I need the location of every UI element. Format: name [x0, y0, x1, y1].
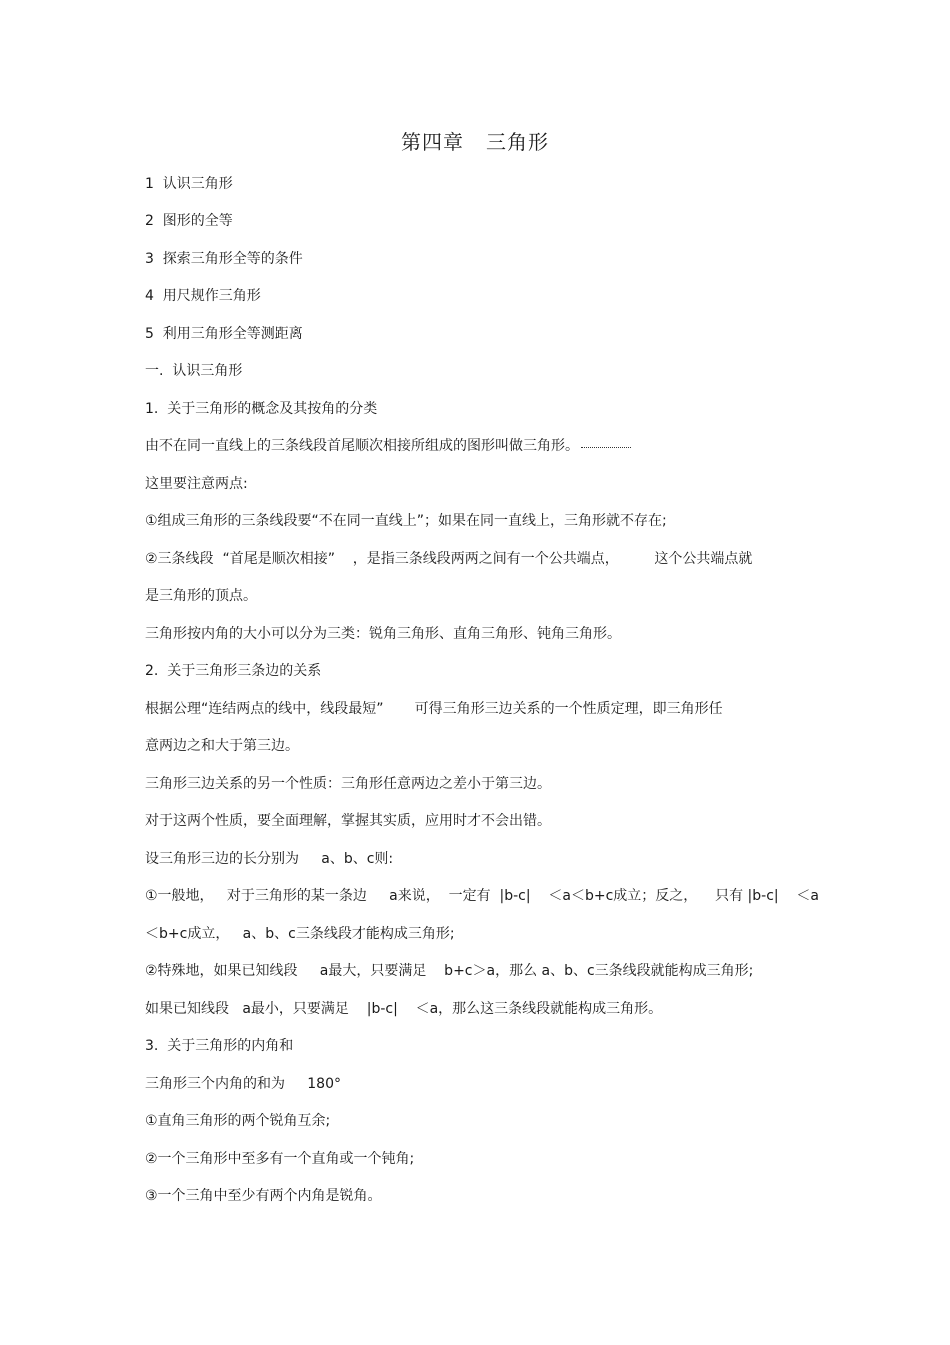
paragraph-line: 三角形三边关系的另一个性质：三角形任意两边之差小于第三边。 [145, 776, 551, 792]
paragraph-line: ②特殊地，如果已知线段 a最大，只要满足 b+c＞a，那么 a、b、c三条线段就能构成三角形; [145, 963, 754, 979]
paragraph-line: ②三条线段 “首尾是顺次相接” ，是指三条线段两两之间有一个公共端点， 这个公共端点就 [145, 551, 753, 567]
paragraph-line: ②一个三角形中至多有一个直角或一个钝角; [145, 1151, 415, 1167]
paragraph-line: 设三角形三边的长分别为 a、b、c则: [145, 851, 394, 867]
paragraph-line: 根据公理“连结两点的线中，线段最短” 可得三角形三边关系的一个性质定理，即三角形任 [145, 701, 723, 717]
paragraph-text: 由不在同一直线上的三条线段首尾顺次相接所组成的图形叫做三角形。 [145, 438, 579, 454]
paragraph-line: 是三角形的顶点。 [145, 588, 257, 604]
paragraph-line: 这里要注意两点: [145, 476, 248, 492]
subsection-heading-1: 1. 关于三角形的概念及其按角的分类 [145, 401, 378, 417]
paragraph-line: 对于这两个性质，要全面理解，掌握其实质，应用时才不会出错。 [145, 813, 551, 829]
section-heading-1: 一. 认识三角形 [145, 363, 243, 379]
chapter-title: 第四章 三角形 [400, 130, 550, 154]
paragraph-line: ①一般地， 对于三角形的某一条边 a来说， 一定有 |b-c| ＜a＜b+c成立；反之， 只有 |b-c| ＜a [145, 888, 819, 904]
paragraph-line: ③一个三角中至少有两个内角是锐角。 [145, 1188, 382, 1204]
toc-item-3: 3 探索三角形全等的条件 [145, 251, 303, 267]
paragraph-line: 三角形三个内角的和为 180° [145, 1076, 341, 1092]
paragraph-line: ＜b+c成立， a、b、c三条线段才能构成三角形; [145, 926, 455, 942]
toc-item-5: 5 利用三角形全等测距离 [145, 326, 303, 342]
paragraph-line: ①组成三角形的三条线段要“不在同一直线上”；如果在同一直线上，三角形就不存在; [145, 513, 667, 529]
toc-item-2: 2 图形的全等 [145, 213, 233, 229]
paragraph-line: ①直角三角形的两个锐角互余; [145, 1113, 331, 1129]
paragraph-line: 意两边之和大于第三边。 [145, 738, 299, 754]
dotted-underline [581, 447, 631, 448]
paragraph-line [145, 436, 825, 456]
subsection-heading-3: 3. 关于三角形的内角和 [145, 1038, 294, 1054]
subsection-heading-2: 2. 关于三角形三条边的关系 [145, 663, 322, 679]
paragraph-line: 三角形按内角的大小可以分为三类：锐角三角形、直角三角形、钝角三角形。 [145, 626, 621, 642]
toc-item-1: 1 认识三角形 [145, 176, 233, 192]
toc-item-4: 4 用尺规作三角形 [145, 288, 261, 304]
paragraph-line: 如果已知线段 a最小，只要满足 |b-c| ＜a，那么这三条线段就能构成三角形。 [145, 1001, 663, 1017]
